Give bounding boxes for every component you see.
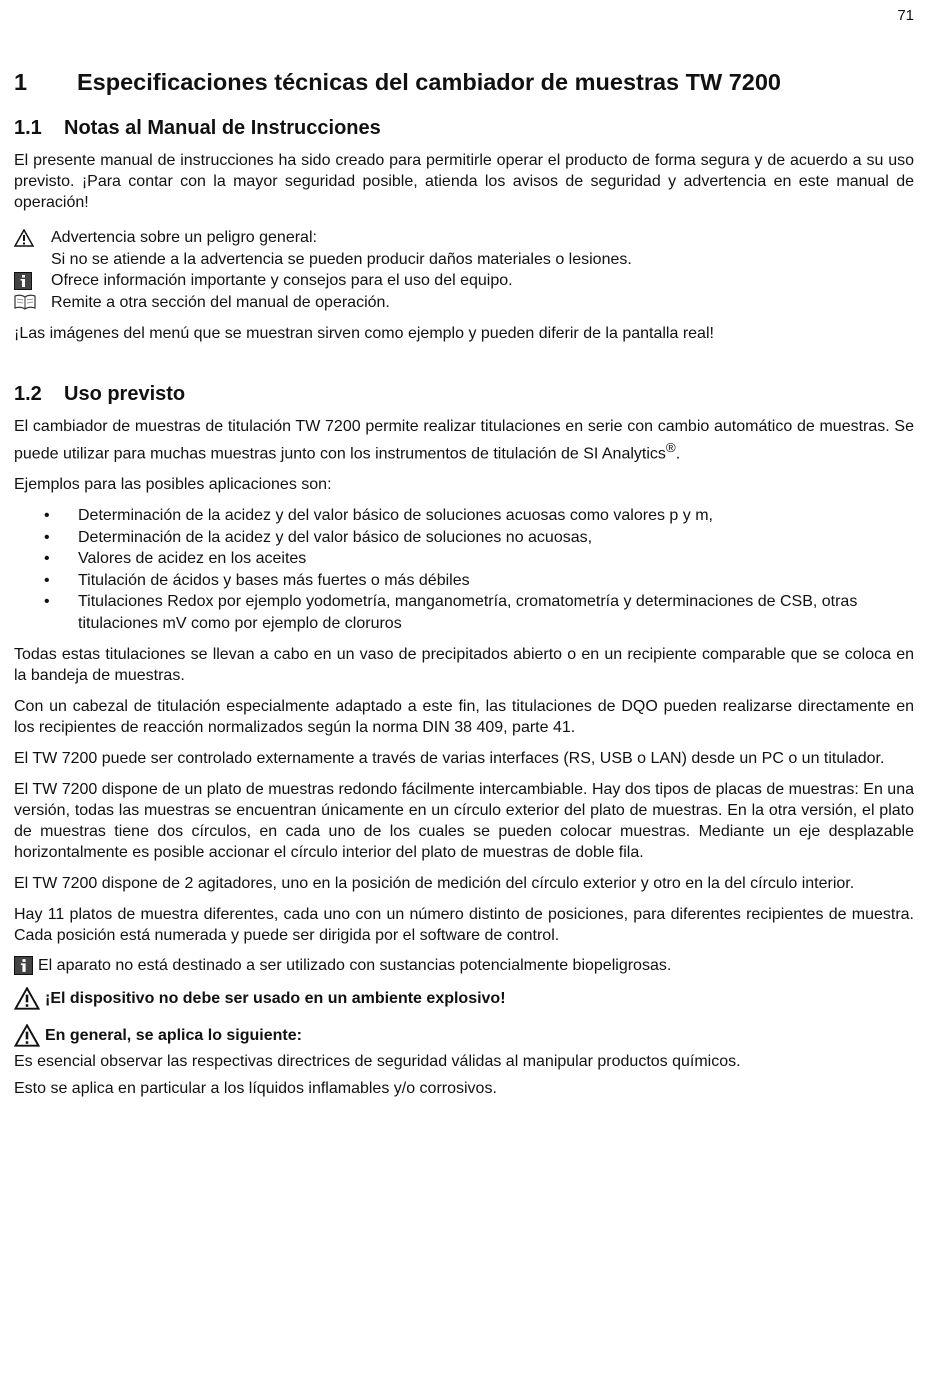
list-item: [14, 505, 914, 527]
registered-mark: ®: [665, 440, 676, 455]
list-item-text: Determinación de la acidez y del valor básico de soluciones no acuosas,: [78, 528, 593, 546]
legend-book-text: Remite a otra sección del manual de operación.: [51, 293, 390, 311]
legend-book-row: [14, 292, 914, 314]
list-item: [14, 591, 914, 634]
bullet-icon: •: [44, 507, 50, 525]
intended-use-paragraph: [14, 416, 914, 464]
general-heading-text: En general, se aplica lo siguiente:: [45, 1026, 302, 1044]
section-heading-1-2: [14, 380, 914, 408]
paragraph-dqo: Con un cabezal de titulación especialmente adaptado a este fin, las titulaciones de DQO pueden realizarse directamente en los recipientes de reacción normalizados según la norma DIN 38 409, parte 41.: [14, 698, 914, 737]
section-title: Uso previsto: [64, 383, 186, 405]
warning-triangle-icon: [14, 1024, 40, 1047]
general-heading: [14, 1024, 914, 1047]
explosive-warning: [14, 987, 914, 1010]
biohazard-note-text: El aparato no está destinado a ser utilizado con sustancias potencialmente biopeligrosas.: [38, 956, 672, 974]
paragraph-interfaces: El TW 7200 puede ser controlado externamente a través de varias interfaces (RS, USB o LAN) desde un PC o un titulador.: [14, 750, 885, 768]
warning-triangle-icon: [14, 227, 51, 248]
section-number: 1.2: [14, 383, 42, 405]
intended-use-text: El cambiador de muestras de titulación TW 7200 permite realizar titulaciones en serie con cambio automático de muestras. Se puede utilizar para muchas muestras junto con los instrumentos de titulación de SI Analytics: [14, 418, 914, 463]
symbol-legend: [14, 227, 914, 313]
info-icon: [14, 270, 51, 291]
images-note: ¡Las imágenes del menú que se muestran sirven como ejemplo y pueden diferir de la pantalla real!: [14, 325, 714, 342]
list-item-text: Titulaciones Redox por ejemplo yodometría, manganometría, cromatometría y determinaciones de CSB, otras titulaciones mV como por ejemplo de cloruros: [78, 593, 858, 632]
bullet-icon: •: [44, 528, 50, 546]
examples-list: [14, 505, 914, 634]
list-item: [14, 527, 914, 549]
bullet-icon: •: [44, 593, 50, 611]
bullet-icon: •: [44, 571, 50, 589]
info-icon: [14, 956, 33, 975]
list-item-text: Titulación de ácidos y bases más fuertes o más débiles: [78, 571, 470, 589]
paragraph-plates: Hay 11 platos de muestra diferentes, cada uno con un número distinto de posiciones, para diferentes recipientes de muestra. Cada posición está numerada y puede ser dirigida por el software de control.: [14, 906, 914, 945]
document-body: [14, 66, 914, 1109]
section-title: Notas al Manual de Instrucciones: [64, 117, 381, 139]
paragraph-beaker: Todas estas titulaciones se llevan a cabo en un vaso de precipitados abierto o en un recipiente comparable que se coloca en la bandeja de muestras.: [14, 646, 914, 685]
chapter-title: Especificaciones técnicas del cambiador de muestras TW 7200: [77, 69, 782, 95]
warning-triangle-icon: [14, 987, 40, 1010]
paragraph-sample-plate: El TW 7200 dispone de un plato de muestras redondo fácilmente intercambiable. Hay dos tipos de placas de muestras: En una versión, todas las muestras se encuentran únicamente en un círculo exterior del plato de muestras. En la otra versión, el plato de muestras tiene dos círculos, en cada uno de los cuales se pueden colocar muestras. Mediante un eje desplazable horizontalmente es posible accionar el círculo interior del plato de muestras de doble fila.: [14, 781, 914, 862]
examples-intro: Ejemplos para las posibles aplicaciones son:: [14, 476, 332, 494]
chapter-number: 1: [14, 69, 28, 95]
page-number: 71: [897, 7, 914, 24]
general-paragraph-2: Esto se aplica en particular a los líquidos inflamables y/o corrosivos.: [14, 1080, 497, 1098]
list-item-text: Valores de acidez en los aceites: [78, 550, 307, 568]
section-number: 1.1: [14, 117, 42, 139]
bullet-icon: •: [44, 550, 50, 568]
list-item: [14, 570, 914, 592]
general-paragraph-1: Es esencial observar las respectivas directrices de seguridad válidas al manipular productos químicos.: [14, 1053, 741, 1071]
section-heading-1-1: [14, 114, 914, 142]
paragraph-stirrers: El TW 7200 dispone de 2 agitadores, uno en la posición de medición del círculo exterior y otro en la del círculo interior.: [14, 875, 855, 893]
legend-warning-text: Advertencia sobre un peligro general:: [51, 229, 317, 246]
legend-warning-row: [14, 227, 914, 249]
list-item-text: Determinación de la acidez y del valor básico de soluciones acuosas como valores p y m,: [78, 507, 713, 525]
legend-warning-detail: Si no se atiende a la advertencia se pueden producir daños materiales o lesiones.: [51, 250, 632, 268]
biohazard-note: [14, 956, 914, 975]
chapter-heading: [14, 66, 914, 98]
legend-info-row: [14, 270, 914, 292]
book-icon: [14, 292, 51, 313]
legend-info-text: Ofrece información importante y consejos para el uso del equipo.: [51, 272, 513, 289]
explosive-warning-text: ¡El dispositivo no debe ser usado en un ambiente explosivo!: [45, 989, 506, 1007]
list-item: [14, 548, 914, 570]
intro-paragraph: El presente manual de instrucciones ha sido creado para permitirle operar el producto de forma segura y de acuerdo a su uso previsto. ¡Para contar con la mayor seguridad posible, atienda los avisos de seguridad y advertencia en este manual de operación!: [14, 152, 914, 211]
intended-use-end: .: [675, 445, 681, 463]
